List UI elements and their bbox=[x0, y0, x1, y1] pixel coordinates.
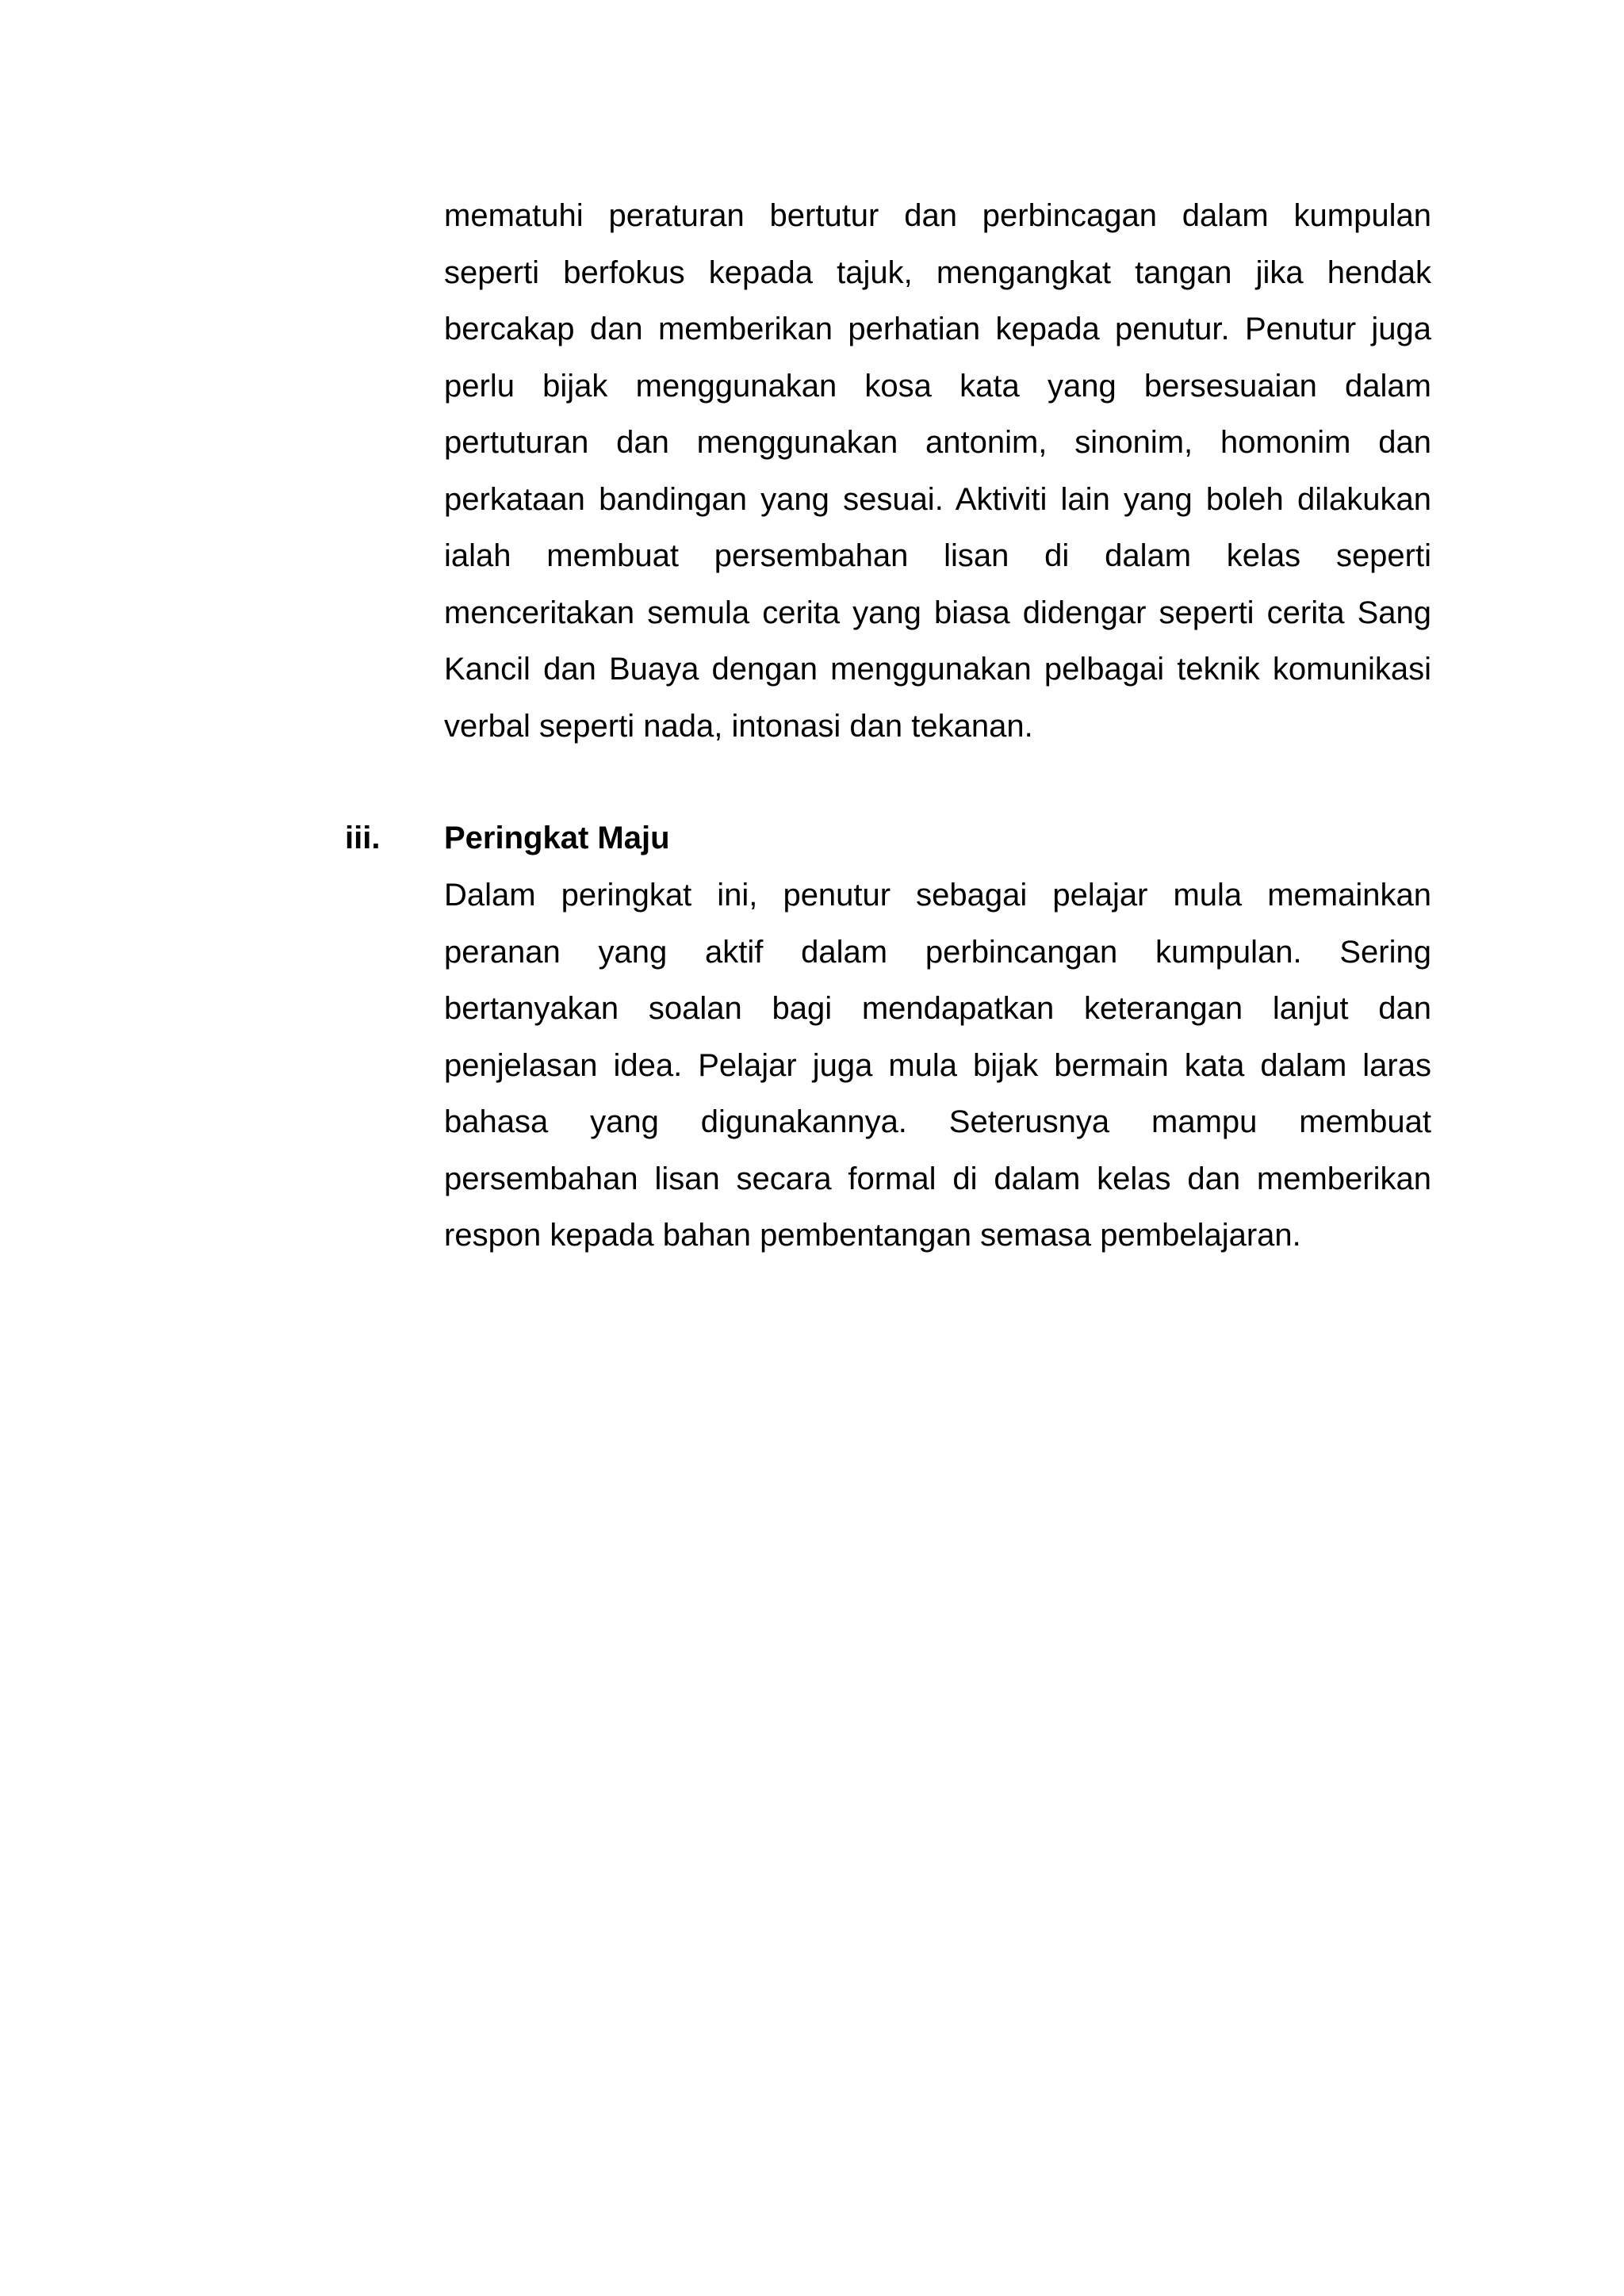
section-heading: Peringkat Maju bbox=[444, 821, 670, 855]
continued-paragraph: mematuhi peraturan bertutur dan perbincagan dalam kumpulan seperti berfokus kepada tajuk, mengangkat tangan jika hendak bercakap dan memberikan perhatian kepada penutur. Penutur juga perlu bijak menggunakan kosa kata yang bersesuaian dalam pertuturan dan menggunakan antonim, sinonim, homonim dan perkataan bandingan yang sesuai. Aktiviti lain yang boleh dilakukan ialah membuat persembahan lisan di dalam kelas seperti menceritakan semula cerita yang biasa didengar seperti cerita Sang Kancil dan Buaya dengan menggunakan pelbagai teknik komunikasi verbal seperti nada, intonasi dan tekanan. bbox=[444, 198, 1431, 744]
section-marker: iii. bbox=[345, 821, 381, 855]
section-body-paragraph: Dalam peringkat ini, penutur sebagai pelajar mula memainkan peranan yang aktif dalam perbincangan kumpulan. Sering bertanyakan soalan bagi mendapatkan keterangan lanjut dan penjelasan idea. Pelajar juga mula bijak bermain kata dalam laras bahasa yang digunakannya. Seterusnya mampu membuat persembahan lisan secara formal di dalam kelas dan memberikan respon kepada bahan pembentangan semasa pembelajaran. bbox=[444, 878, 1431, 1253]
